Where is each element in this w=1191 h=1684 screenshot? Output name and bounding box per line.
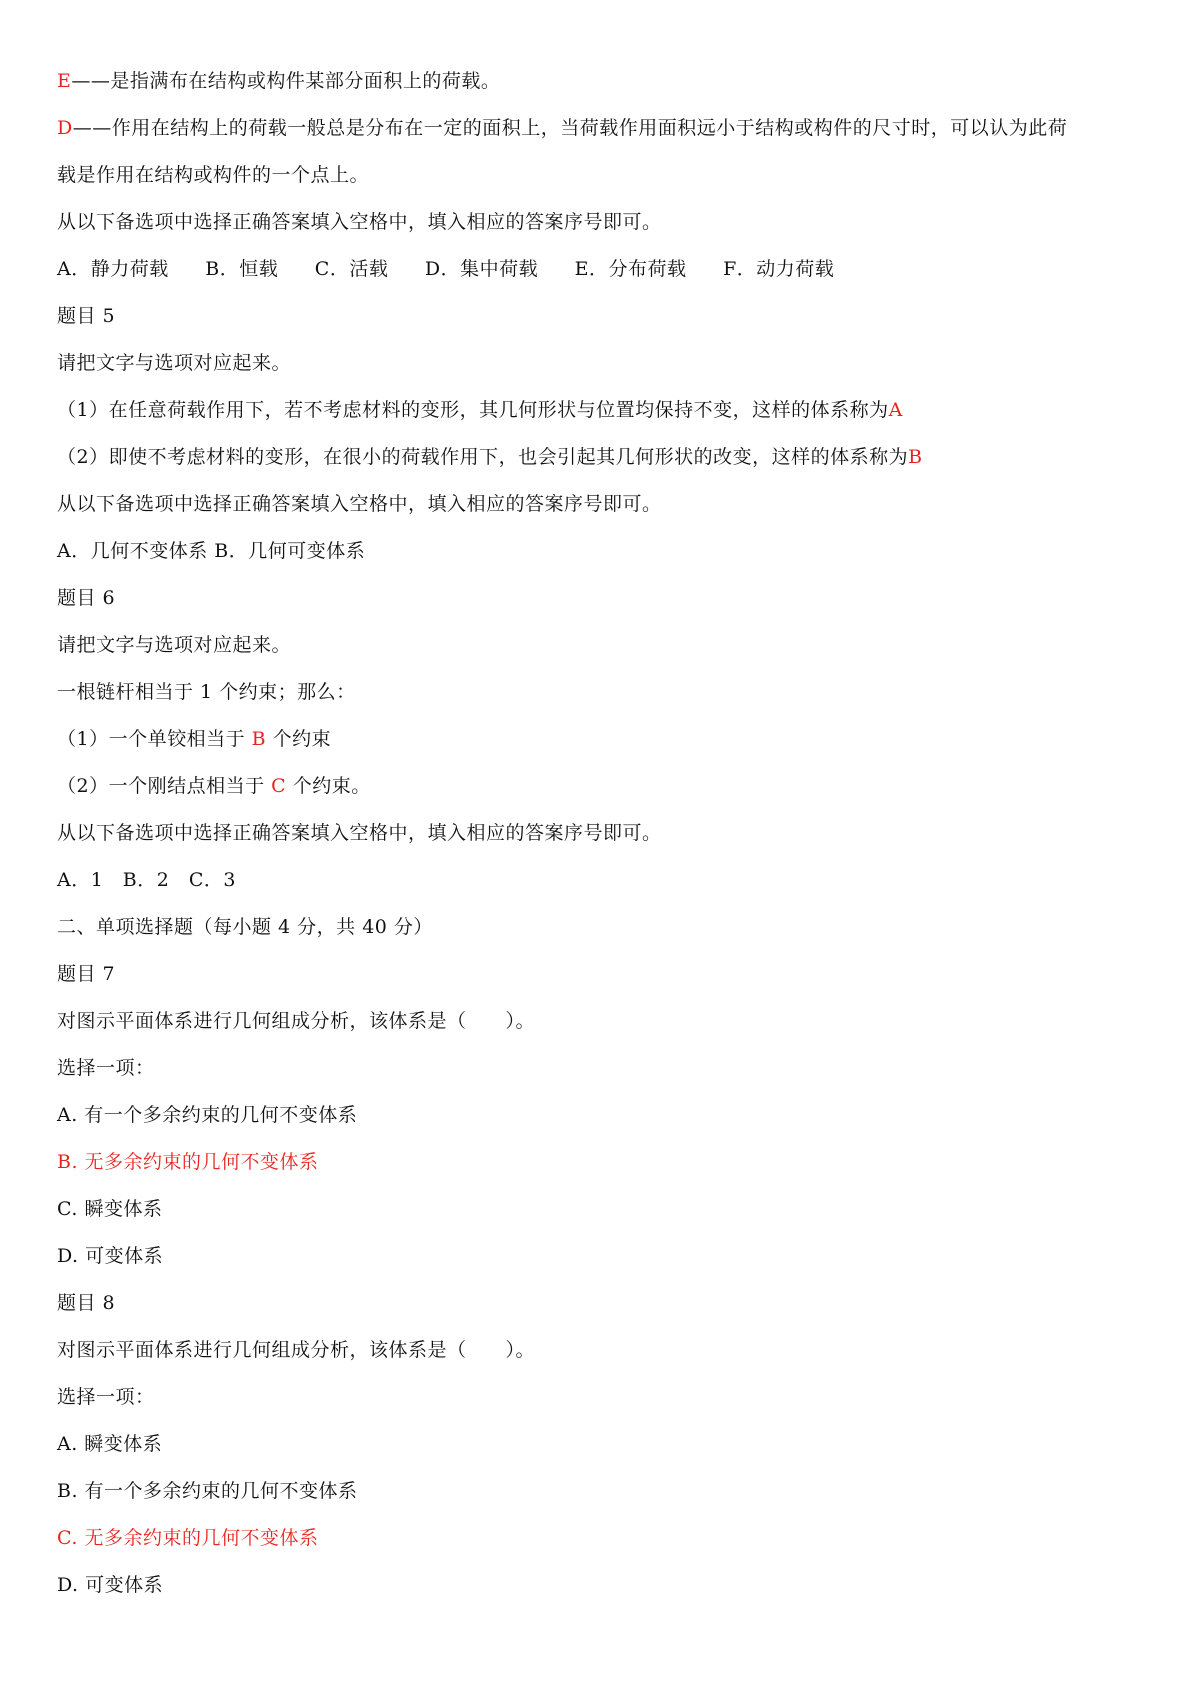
choice-option-c[interactable]: C. 瞬变体系 bbox=[57, 1198, 163, 1220]
document-page bbox=[57, 58, 1137, 1609]
select-one-label: 选择一项： bbox=[57, 1386, 155, 1408]
match-item-1 bbox=[57, 716, 1137, 763]
choice-option-d[interactable]: D. 可变体系 bbox=[57, 1574, 164, 1596]
choice-option-b[interactable]: B. 有一个多余约束的几何不变体系 bbox=[57, 1480, 358, 1502]
question-title: 题目 8 bbox=[57, 1292, 116, 1314]
answer-key: B bbox=[251, 728, 267, 750]
definition-d bbox=[57, 105, 1137, 152]
options-row bbox=[57, 246, 1137, 293]
section-heading: 二、单项选择题（每小题 4 分，共 40 分） bbox=[57, 916, 433, 938]
question-title: 题目 6 bbox=[57, 587, 116, 609]
choice-option-a[interactable]: A. 有一个多余约束的几何不变体系 bbox=[57, 1104, 358, 1126]
choice-option-b-correct[interactable]: B. 无多余约束的几何不变体系 bbox=[57, 1151, 319, 1173]
question-prompt: 请把文字与选项对应起来。 bbox=[57, 634, 292, 656]
definition-e bbox=[57, 58, 1137, 105]
match-item-text: （1）一个单铰相当于 bbox=[57, 728, 246, 750]
answer-key: B bbox=[908, 446, 923, 468]
choice-option-a[interactable]: A. 瞬变体系 bbox=[57, 1433, 163, 1455]
option: B．恒载 bbox=[205, 258, 279, 280]
answer-key: A bbox=[888, 399, 903, 421]
match-item-2 bbox=[57, 434, 1137, 481]
option: A．静力荷载 bbox=[57, 258, 169, 280]
instruction: 从以下备选项中选择正确答案填入空格中，填入相应的答案序号即可。 bbox=[57, 211, 662, 233]
choice-option-c-correct[interactable]: C. 无多余约束的几何不变体系 bbox=[57, 1527, 319, 1549]
match-item-text: （2）一个刚结点相当于 bbox=[57, 775, 265, 797]
match-item-text: （1）在任意荷载作用下，若不考虑材料的变形，其几何形状与位置均保持不变，这样的体系称为 bbox=[57, 399, 889, 421]
match-item-text: 个约束 bbox=[272, 728, 332, 750]
definition-d-continued: 载是作用在结构或构件的一个点上。 bbox=[57, 164, 370, 186]
definition-text: ——作用在结构上的荷载一般总是分布在一定的面积上，当荷载作用面积远小于结构或构件的尺寸时，可以认为此荷 bbox=[72, 117, 1068, 139]
option: C．活载 bbox=[314, 258, 389, 280]
question-stem: 对图示平面体系进行几何组成分析，该体系是（ ）。 bbox=[57, 1339, 536, 1361]
question-title: 题目 7 bbox=[57, 963, 116, 985]
options-row: A．1 B．2 C．3 bbox=[57, 869, 236, 891]
instruction: 从以下备选项中选择正确答案填入空格中，填入相应的答案序号即可。 bbox=[57, 822, 662, 844]
definition-text: ——是指满布在结构或构件某部分面积上的荷载。 bbox=[71, 70, 501, 92]
match-item-text: （2）即使不考虑材料的变形，在很小的荷载作用下，也会引起其几何形状的改变，这样的体系称为 bbox=[57, 446, 909, 468]
option: F．动力荷载 bbox=[723, 258, 835, 280]
question-stem: 对图示平面体系进行几何组成分析，该体系是（ ）。 bbox=[57, 1010, 536, 1032]
instruction: 从以下备选项中选择正确答案填入空格中，填入相应的答案序号即可。 bbox=[57, 493, 662, 515]
match-item-1 bbox=[57, 387, 1137, 434]
option: E．分布荷载 bbox=[574, 258, 687, 280]
answer-key: D bbox=[57, 117, 73, 139]
match-item-2 bbox=[57, 763, 1137, 810]
option: D．集中荷载 bbox=[424, 258, 539, 280]
match-item-text: 个约束。 bbox=[292, 775, 371, 797]
answer-key: C bbox=[271, 775, 287, 797]
question-prompt: 请把文字与选项对应起来。 bbox=[57, 352, 292, 374]
question-stem: 一根链杆相当于 1 个约束；那么： bbox=[57, 681, 356, 703]
question-title: 题目 5 bbox=[57, 305, 116, 327]
choice-option-d[interactable]: D. 可变体系 bbox=[57, 1245, 164, 1267]
select-one-label: 选择一项： bbox=[57, 1057, 155, 1079]
options-row: A．几何不变体系 B．几何可变体系 bbox=[57, 540, 366, 562]
answer-key: E bbox=[57, 70, 72, 92]
